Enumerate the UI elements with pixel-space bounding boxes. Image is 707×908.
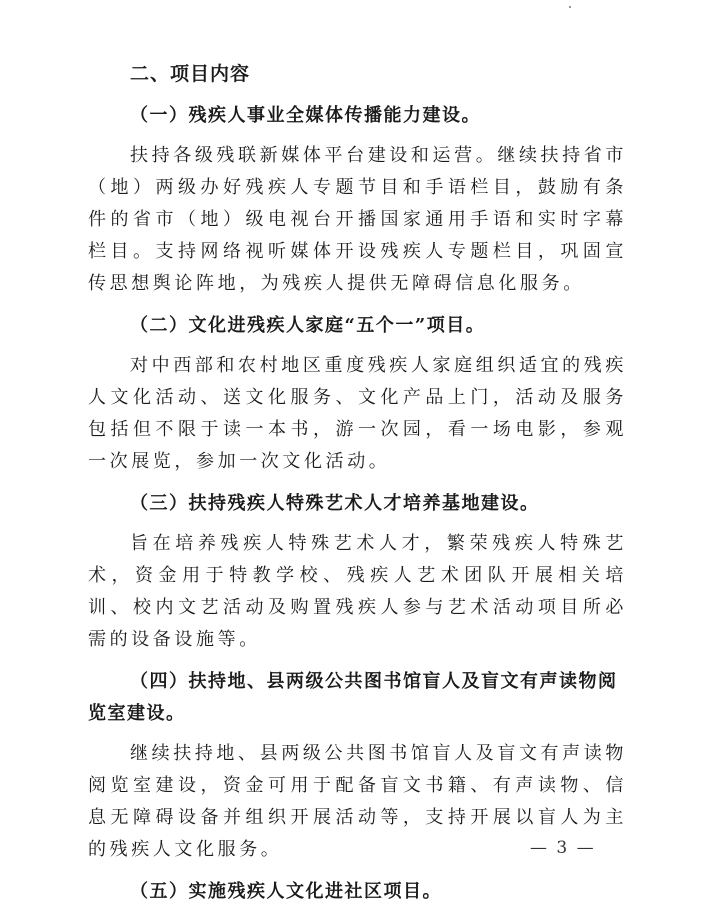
- section-heading: 二、项目内容: [130, 63, 251, 85]
- item-4-title: （四）扶持地、县两级公共图书馆盲人及盲文有声读物阅览室建设。: [88, 671, 618, 724]
- item-3-body: 旨在培养残疾人特殊艺术人才，繁荣残疾人特殊艺术，资金用于特教学校、残疾人艺术团队开展相关培训、校内文艺活动及购置残疾人参与艺术活动项目所必需的设备设施等。: [88, 533, 627, 650]
- item-3-title: （三）扶持残疾人特殊艺术人才培养基地建设。: [130, 493, 540, 514]
- item-1-title: （一）残疾人事业全媒体传播能力建设。: [130, 105, 481, 126]
- item-1-body: 扶持各级残联新媒体平台建设和运营。继续扶持省市（地）两级办好残疾人专题节目和手语栏目，鼓励有条件的省市（地）级电视台开播国家通用手语和实时字幕栏目。支持网络视听媒体开设残疾人专题栏目，巩固宣传思想舆论阵地，为残疾人提供无障碍信息化服务。: [88, 145, 627, 294]
- scan-speck: [569, 6, 571, 8]
- item-2-title: （二）文化进残疾人家庭“五个一”项目。: [130, 315, 486, 336]
- page-number: — 3 —: [530, 838, 596, 858]
- item-4-body: 继续扶持地、县两级公共图书馆盲人及盲文有声读物阅览室建设，资金可用于配备盲文书籍、有声读物、信息无障碍设备并组织开展活动等，支持开展以盲人为主的残疾人文化服务。: [88, 743, 627, 860]
- item-5-title: （五）实施残疾人文化进社区项目。: [130, 881, 442, 902]
- item-2-body: 对中西部和农村地区重度残疾人家庭组织适宜的残疾人文化活动、送文化服务、文化产品上门，活动及服务包括但不限于读一本书，游一次园，看一场电影，参观一次展览，参加一次文化活动。: [88, 355, 627, 472]
